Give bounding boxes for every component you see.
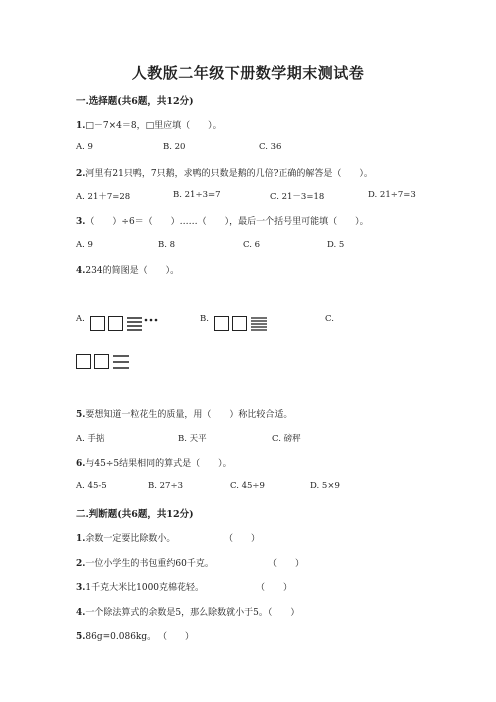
- judge-4: [76, 605, 299, 618]
- q5-option-c: C. 磅秤: [272, 434, 301, 444]
- question-text: 余数一定要比除数小。: [85, 534, 176, 544]
- abacus-diagram-b: [214, 316, 270, 335]
- judge-2-answer-paren: （ ）: [268, 559, 305, 569]
- question-text: 与45÷5结果相同的算式是（ ）。: [85, 459, 232, 469]
- question-number: 2.: [76, 559, 86, 569]
- question-number: 1.: [76, 534, 86, 544]
- question-number: 1.: [76, 121, 86, 131]
- q5-option-a: A. 手掂: [76, 434, 105, 444]
- question-text: 一个除法算式的余数是5，那么除数就小于5。（ ）: [85, 608, 300, 618]
- judge-1: [76, 531, 175, 544]
- q6-option-a: A. 45-5: [76, 481, 107, 491]
- question-2: [76, 166, 373, 179]
- question-text: （ ）÷6＝（ ）……（ ），最后一个括号里可能填（ ）。: [85, 217, 369, 227]
- question-number: 4.: [76, 608, 86, 618]
- judge-3: [76, 580, 204, 593]
- q1-option-a: A. 9: [76, 142, 93, 152]
- q1-option-b: B. 20: [163, 142, 186, 152]
- q3-option-d: D. 5: [327, 240, 345, 250]
- tens-marks-icon: [112, 354, 132, 370]
- question-1: [76, 118, 222, 131]
- hundreds-square-icon: [214, 316, 229, 331]
- question-5: [76, 407, 292, 420]
- hundreds-square-icon: [90, 316, 105, 331]
- question-text: 86g=0.086kg。: [85, 632, 157, 642]
- q2-option-a: A. 21＋7=28: [76, 192, 131, 202]
- question-6: [76, 456, 232, 469]
- question-text: 河里有21只鸭，7只鹅，求鸭的只数是鹅的几倍?正确的解答是（ ）。: [85, 169, 373, 179]
- q2-option-b: B. 21÷3=7: [173, 190, 221, 200]
- question-text: 要想知道一粒花生的质量，用（ ）称比较合适。: [85, 410, 293, 420]
- section-heading-judge: 二.判断题(共6题，共12分): [76, 509, 194, 520]
- hundreds-square-icon: [76, 354, 91, 369]
- question-number: 5.: [76, 632, 86, 642]
- q4-option-a: A.: [76, 314, 85, 324]
- q4-option-b: B.: [200, 314, 209, 324]
- q3-option-c: C. 6: [243, 240, 261, 250]
- abacus-diagram-c: [76, 354, 132, 373]
- question-number: 6.: [76, 459, 86, 469]
- question-number: 3.: [76, 217, 86, 227]
- question-number: 4.: [76, 266, 86, 276]
- q3-option-a: A. 9: [76, 240, 93, 250]
- section-heading-choice: 一.选择题(共6题，共12分): [76, 96, 194, 107]
- question-text: 234的简图是（ ）。: [85, 266, 180, 276]
- question-text: 一位小学生的书包重约60千克。: [85, 559, 214, 569]
- q2-option-c: C. 21－3=18: [270, 192, 325, 202]
- question-number: 3.: [76, 583, 86, 593]
- question-number: 2.: [76, 169, 86, 179]
- q6-option-c: C. 45÷9: [230, 481, 265, 491]
- judge-5-answer-paren: （ ）: [158, 632, 195, 642]
- tens-marks-icon: [250, 316, 270, 332]
- judge-1-answer-paren: （ ）: [224, 534, 261, 544]
- q5-option-b: B. 天平: [178, 434, 207, 444]
- q6-option-b: B. 27÷3: [148, 481, 183, 491]
- judge-3-answer-paren: （ ）: [256, 583, 293, 593]
- q2-option-d: D. 21÷7=3: [368, 190, 416, 200]
- tens-ones-marks-icon: [126, 316, 160, 332]
- question-text: 1千克大米比1000克棉花轻。: [85, 583, 205, 593]
- judge-5: [76, 629, 156, 642]
- hundreds-square-icon: [108, 316, 123, 331]
- hundreds-square-icon: [94, 354, 109, 369]
- question-text: □－7×4＝8，□里应填（ ）。: [85, 121, 222, 131]
- question-4: [76, 263, 179, 276]
- judge-2: [76, 556, 214, 569]
- q4-option-c: C.: [325, 314, 334, 324]
- question-3: [76, 214, 369, 227]
- hundreds-square-icon: [232, 316, 247, 331]
- q1-option-c: C. 36: [259, 142, 282, 152]
- q6-option-d: D. 5×9: [310, 481, 340, 491]
- page-title: 人教版二年级下册数学期末测试卷: [131, 64, 365, 82]
- question-number: 5.: [76, 410, 86, 420]
- abacus-diagram-a: [90, 316, 160, 335]
- q3-option-b: B. 8: [158, 240, 176, 250]
